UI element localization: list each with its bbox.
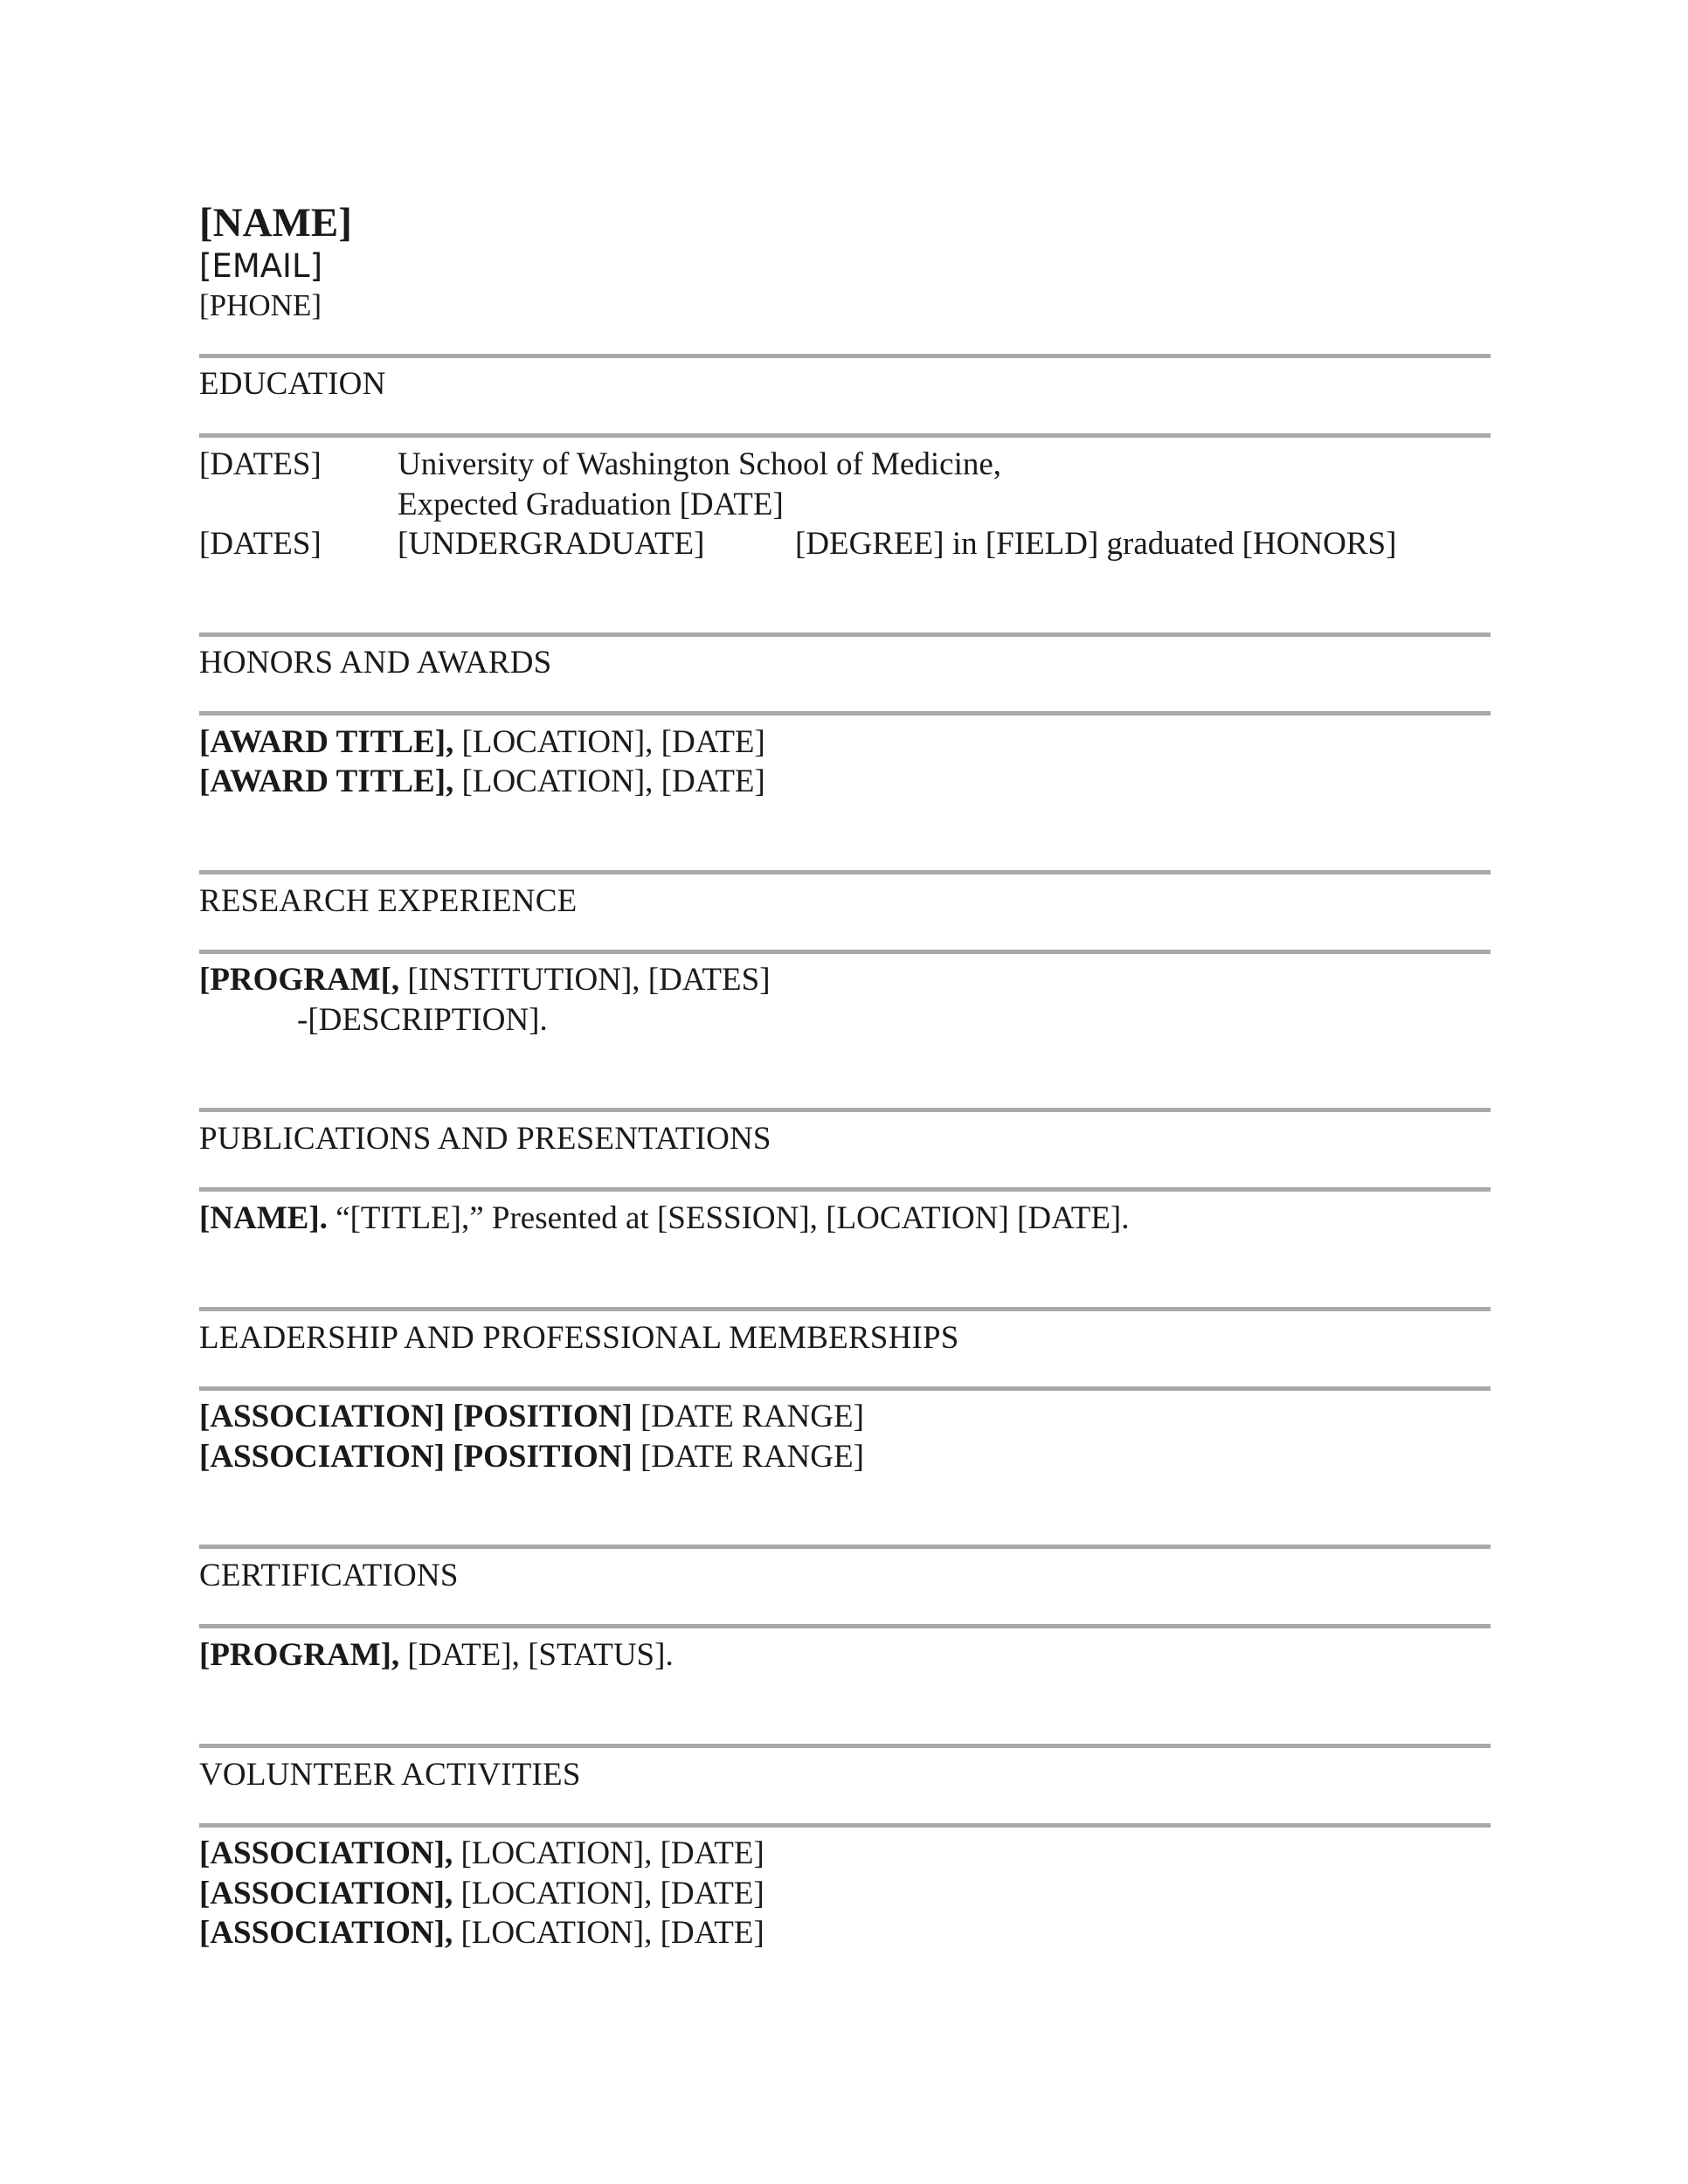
award-title: [AWARD TITLE], xyxy=(199,724,454,760)
research-heading: RESEARCH EXPERIENCE xyxy=(199,883,578,919)
education-dates: [DATES] xyxy=(199,526,322,562)
research-details: [INSTITUTION], [DATES] xyxy=(399,962,771,998)
award-title: [AWARD TITLE], xyxy=(199,764,454,799)
association-position: [POSITION] xyxy=(453,1399,633,1434)
volunteer-entry xyxy=(199,1875,764,1912)
volunteer-details: [LOCATION], [DATE] xyxy=(453,1876,764,1911)
publication-details: “[TITLE],” Presented at [SESSION], [LOCATION] [DATE]. xyxy=(327,1200,1130,1236)
education-school: University of Washington School of Medicine, xyxy=(398,446,1002,482)
volunteer-details: [LOCATION], [DATE] xyxy=(453,1915,764,1951)
section-divider xyxy=(199,1823,1491,1828)
education-dates: [DATES] xyxy=(199,446,322,482)
section-divider xyxy=(199,1108,1491,1112)
volunteer-details: [LOCATION], [DATE] xyxy=(453,1835,764,1871)
section-divider xyxy=(199,1744,1491,1748)
section-divider xyxy=(199,433,1491,438)
membership-range: [DATE RANGE] xyxy=(632,1399,864,1434)
membership-range: [DATE RANGE] xyxy=(632,1439,864,1475)
certification-details: [DATE], [STATUS]. xyxy=(399,1637,674,1673)
section-divider xyxy=(199,1386,1491,1391)
certification-program: [PROGRAM], xyxy=(199,1637,400,1673)
publications-heading: PUBLICATIONS AND PRESENTATIONS xyxy=(199,1121,771,1157)
section-divider xyxy=(199,1624,1491,1628)
volunteer-entry xyxy=(199,1914,764,1952)
honors-heading: HONORS AND AWARDS xyxy=(199,645,552,681)
research-description: -[DESCRIPTION]. xyxy=(297,1002,548,1038)
research-program: [PROGRAM[, xyxy=(199,962,400,998)
membership-entry xyxy=(199,1438,864,1476)
section-divider xyxy=(199,711,1491,715)
association-position: [POSITION] xyxy=(453,1439,633,1475)
leadership-heading: LEADERSHIP AND PROFESSIONAL MEMBERSHIPS xyxy=(199,1320,959,1356)
volunteer-heading: VOLUNTEER ACTIVITIES xyxy=(199,1757,581,1793)
applicant-email: [EMAIL] xyxy=(199,247,323,285)
education-school: [UNDERGRADUATE] xyxy=(398,526,705,562)
association-name: [ASSOCIATION] xyxy=(199,1399,445,1434)
applicant-name: [NAME] xyxy=(199,200,352,245)
education-detail: Expected Graduation [DATE] xyxy=(398,487,784,522)
award-details: [LOCATION], [DATE] xyxy=(453,724,765,760)
volunteer-entry xyxy=(199,1835,764,1872)
volunteer-association: [ASSOCIATION], xyxy=(199,1835,453,1871)
education-heading: EDUCATION xyxy=(199,366,386,402)
volunteer-association: [ASSOCIATION], xyxy=(199,1915,453,1951)
education-detail: [DEGREE] in [FIELD] graduated [HONORS] xyxy=(795,526,1397,562)
certification-entry xyxy=(199,1636,674,1674)
association-name: [ASSOCIATION] xyxy=(199,1439,445,1475)
applicant-phone: [PHONE] xyxy=(199,288,322,322)
volunteer-association: [ASSOCIATION], xyxy=(199,1876,453,1911)
honor-entry xyxy=(199,723,765,761)
section-divider xyxy=(199,1545,1491,1549)
section-divider xyxy=(199,870,1491,874)
section-divider xyxy=(199,354,1491,358)
publication-entry xyxy=(199,1199,1130,1237)
section-divider xyxy=(199,950,1491,954)
honor-entry xyxy=(199,763,765,800)
section-divider xyxy=(199,632,1491,637)
research-entry xyxy=(199,961,771,999)
award-details: [LOCATION], [DATE] xyxy=(453,764,765,799)
certifications-heading: CERTIFICATIONS xyxy=(199,1558,459,1593)
publication-author: [NAME]. xyxy=(199,1200,328,1236)
section-divider xyxy=(199,1307,1491,1311)
section-divider xyxy=(199,1187,1491,1192)
membership-entry xyxy=(199,1398,864,1435)
